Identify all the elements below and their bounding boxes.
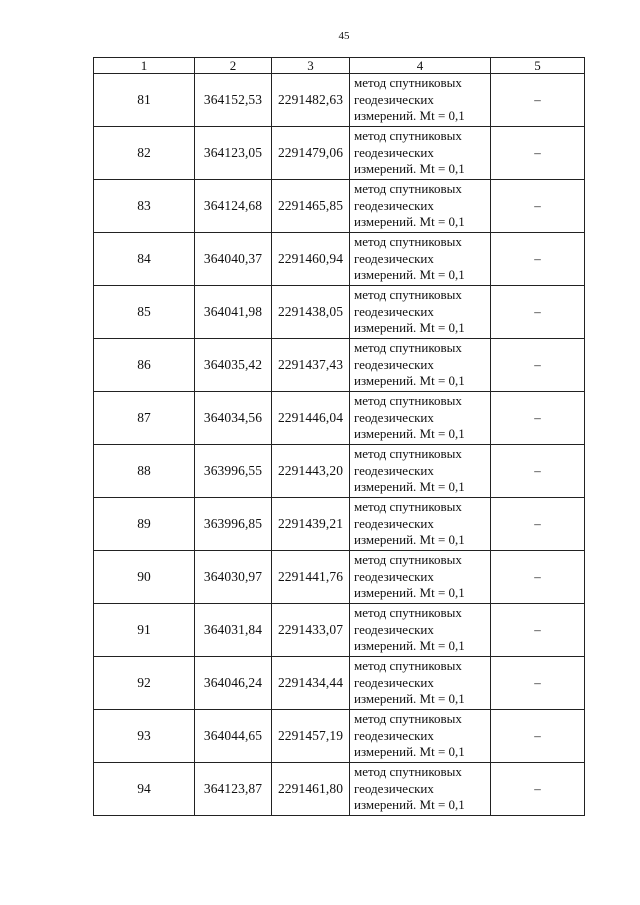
coordinate-x: 364031,84 <box>195 604 272 657</box>
coordinate-y: 2291439,21 <box>272 498 350 551</box>
coordinate-y: 2291457,19 <box>272 710 350 763</box>
note-cell: – <box>491 763 585 816</box>
table-row <box>94 127 585 180</box>
method-line-2: геодезических <box>354 462 434 478</box>
method-line-2: геодезических <box>354 197 434 213</box>
table-row <box>94 763 585 816</box>
table-row <box>94 180 585 233</box>
method-line-3: измерений. Mt = 0,1 <box>354 744 465 760</box>
coordinate-x: 364030,97 <box>195 551 272 604</box>
coordinate-y: 2291437,43 <box>272 339 350 392</box>
method-line-3: измерений. Mt = 0,1 <box>354 585 465 601</box>
coordinate-x: 364040,37 <box>195 233 272 286</box>
method-line-1: метод спутниковых <box>354 128 462 144</box>
note-cell: – <box>491 657 585 710</box>
method-line-1: метод спутниковых <box>354 287 462 303</box>
method-line-3: измерений. Mt = 0,1 <box>354 373 465 389</box>
table-row <box>94 286 585 339</box>
point-number: 84 <box>94 233 195 286</box>
header-col-5: 5 <box>491 58 585 74</box>
point-number: 93 <box>94 710 195 763</box>
coordinate-x: 364124,68 <box>195 180 272 233</box>
method-line-2: геодезических <box>354 91 434 107</box>
note-cell: – <box>491 710 585 763</box>
coordinate-x: 364123,05 <box>195 127 272 180</box>
table-body <box>94 74 585 816</box>
coordinate-y: 2291460,94 <box>272 233 350 286</box>
method-line-1: метод спутниковых <box>354 446 462 462</box>
table-header <box>94 58 585 74</box>
point-number: 81 <box>94 74 195 127</box>
method-line-3: измерений. Mt = 0,1 <box>354 267 465 283</box>
method-line-3: измерений. Mt = 0,1 <box>354 161 465 177</box>
coordinate-y: 2291441,76 <box>272 551 350 604</box>
coordinate-x: 364152,53 <box>195 74 272 127</box>
method-line-2: геодезических <box>354 250 434 266</box>
method-line-1: метод спутниковых <box>354 181 462 197</box>
method-line-2: геодезических <box>354 674 434 690</box>
point-number: 91 <box>94 604 195 657</box>
method-cell <box>350 180 491 233</box>
point-number: 94 <box>94 763 195 816</box>
point-number: 87 <box>94 392 195 445</box>
method-line-1: метод спутниковых <box>354 658 462 674</box>
method-cell <box>350 710 491 763</box>
table-row <box>94 604 585 657</box>
table-row <box>94 657 585 710</box>
coordinate-x: 364041,98 <box>195 286 272 339</box>
note-cell: – <box>491 233 585 286</box>
method-cell <box>350 763 491 816</box>
table-row <box>94 339 585 392</box>
header-col-3: 3 <box>272 58 350 74</box>
method-line-3: измерений. Mt = 0,1 <box>354 320 465 336</box>
method-cell <box>350 339 491 392</box>
coordinates-table <box>93 57 585 816</box>
header-col-4: 4 <box>350 58 491 74</box>
header-col-1: 1 <box>94 58 195 74</box>
method-cell <box>350 604 491 657</box>
coordinate-y: 2291443,20 <box>272 445 350 498</box>
method-cell <box>350 551 491 604</box>
coordinate-y: 2291446,04 <box>272 392 350 445</box>
method-line-3: измерений. Mt = 0,1 <box>354 638 465 654</box>
method-line-2: геодезических <box>354 727 434 743</box>
method-line-1: метод спутниковых <box>354 552 462 568</box>
method-cell <box>350 286 491 339</box>
method-line-3: измерений. Mt = 0,1 <box>354 797 465 813</box>
note-cell: – <box>491 339 585 392</box>
point-number: 82 <box>94 127 195 180</box>
method-cell <box>350 498 491 551</box>
point-number: 86 <box>94 339 195 392</box>
table-row <box>94 551 585 604</box>
table-row <box>94 74 585 127</box>
method-line-1: метод спутниковых <box>354 764 462 780</box>
method-line-2: геодезических <box>354 144 434 160</box>
point-number: 89 <box>94 498 195 551</box>
method-line-2: геодезических <box>354 303 434 319</box>
table-row <box>94 710 585 763</box>
note-cell: – <box>491 498 585 551</box>
point-number: 88 <box>94 445 195 498</box>
note-cell: – <box>491 551 585 604</box>
method-line-1: метод спутниковых <box>354 234 462 250</box>
coordinate-x: 363996,55 <box>195 445 272 498</box>
note-cell: – <box>491 392 585 445</box>
note-cell: – <box>491 180 585 233</box>
method-line-3: измерений. Mt = 0,1 <box>354 532 465 548</box>
page-number: 45 <box>338 30 350 42</box>
header-row <box>94 58 585 74</box>
method-line-2: геодезических <box>354 568 434 584</box>
method-line-3: измерений. Mt = 0,1 <box>354 426 465 442</box>
note-cell: – <box>491 445 585 498</box>
method-line-2: геодезических <box>354 621 434 637</box>
note-cell: – <box>491 74 585 127</box>
method-line-2: геодезических <box>354 515 434 531</box>
method-line-2: геодезических <box>354 356 434 372</box>
method-line-3: измерений. Mt = 0,1 <box>354 691 465 707</box>
point-number: 83 <box>94 180 195 233</box>
table-row <box>94 498 585 551</box>
method-line-1: метод спутниковых <box>354 711 462 727</box>
method-cell <box>350 233 491 286</box>
coordinate-y: 2291479,06 <box>272 127 350 180</box>
coordinate-y: 2291433,07 <box>272 604 350 657</box>
method-cell <box>350 445 491 498</box>
method-line-1: метод спутниковых <box>354 393 462 409</box>
coordinate-y: 2291461,80 <box>272 763 350 816</box>
coordinate-x: 364046,24 <box>195 657 272 710</box>
method-line-3: измерений. Mt = 0,1 <box>354 479 465 495</box>
point-number: 90 <box>94 551 195 604</box>
method-line-3: измерений. Mt = 0,1 <box>354 214 465 230</box>
method-line-1: метод спутниковых <box>354 340 462 356</box>
coordinate-y: 2291438,05 <box>272 286 350 339</box>
method-line-1: метод спутниковых <box>354 499 462 515</box>
coordinate-x: 364123,87 <box>195 763 272 816</box>
coordinate-y: 2291465,85 <box>272 180 350 233</box>
method-line-2: геодезических <box>354 409 434 425</box>
coordinate-y: 2291482,63 <box>272 74 350 127</box>
coordinate-x: 364035,42 <box>195 339 272 392</box>
method-cell <box>350 127 491 180</box>
coordinate-x: 364034,56 <box>195 392 272 445</box>
method-line-2: геодезических <box>354 780 434 796</box>
point-number: 85 <box>94 286 195 339</box>
method-cell <box>350 657 491 710</box>
coordinate-y: 2291434,44 <box>272 657 350 710</box>
header-col-2: 2 <box>195 58 272 74</box>
method-cell <box>350 74 491 127</box>
table-row <box>94 233 585 286</box>
method-line-1: метод спутниковых <box>354 605 462 621</box>
method-cell <box>350 392 491 445</box>
note-cell: – <box>491 604 585 657</box>
note-cell: – <box>491 286 585 339</box>
coordinate-x: 363996,85 <box>195 498 272 551</box>
method-line-1: метод спутниковых <box>354 75 462 91</box>
note-cell: – <box>491 127 585 180</box>
table-row <box>94 392 585 445</box>
coordinate-x: 364044,65 <box>195 710 272 763</box>
table-row <box>94 445 585 498</box>
point-number: 92 <box>94 657 195 710</box>
method-line-3: измерений. Mt = 0,1 <box>354 108 465 124</box>
